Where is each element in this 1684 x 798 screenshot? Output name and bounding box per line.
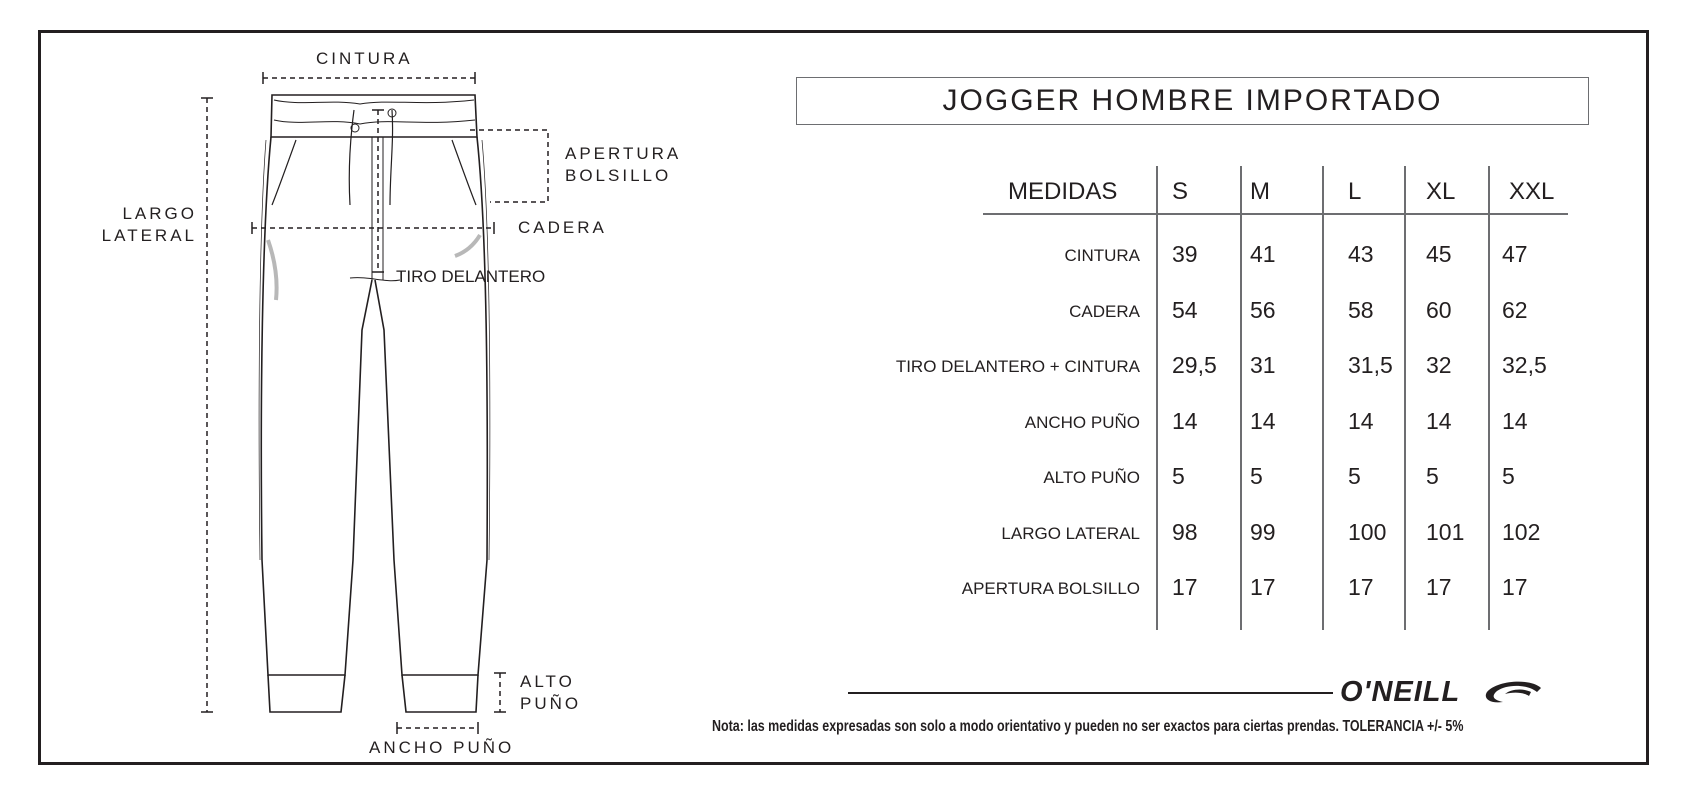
label-tiro-delantero: TIRO DELANTERO: [396, 267, 546, 286]
col-divider: [1156, 166, 1158, 630]
table-cell: 5: [1426, 463, 1439, 489]
table-cell: 17: [1426, 574, 1452, 600]
size-header: XL: [1426, 178, 1456, 205]
row-label: CADERA: [1069, 301, 1140, 321]
label-bolsillo: BOLSILLO: [565, 166, 672, 185]
table-cell: 32,5: [1502, 352, 1547, 378]
label-lateral: LATERAL: [101, 226, 197, 245]
right-cuff: [402, 675, 478, 712]
wave-icon: [1483, 680, 1543, 706]
size-header: L: [1348, 178, 1362, 205]
table-cell: 47: [1502, 241, 1528, 267]
table-cell: 100: [1348, 518, 1387, 545]
table-cell: 17: [1172, 574, 1198, 600]
table-cell: 31: [1250, 352, 1276, 378]
table-cell: 14: [1172, 407, 1198, 434]
col-divider: [1322, 166, 1324, 630]
header-medidas: MEDIDAS: [1008, 178, 1118, 205]
brand-logo: [1340, 676, 1543, 708]
table-cell: 17: [1502, 574, 1528, 600]
table-cell: 31,5: [1348, 352, 1393, 378]
table-cell: 14: [1348, 407, 1374, 434]
table-cell: 17: [1348, 574, 1374, 600]
table-cell: 45: [1426, 241, 1452, 267]
table-cell: 5: [1172, 463, 1185, 489]
row-label: TIRO DELANTERO + CINTURA: [895, 357, 1140, 376]
label-alto: ALTO: [520, 672, 575, 691]
table-cell: 5: [1250, 463, 1263, 489]
label-ancho-puno: ANCHO PUÑO: [369, 738, 515, 757]
label-cintura: CINTURA: [316, 49, 413, 68]
label-puno: PUÑO: [520, 694, 582, 713]
right-leg-outline: [375, 137, 487, 675]
waistband: [271, 95, 477, 137]
table-cell: 60: [1426, 296, 1452, 323]
col-divider: [1488, 166, 1490, 630]
table-cell: 62: [1502, 296, 1528, 323]
table-cell: 41: [1250, 241, 1276, 267]
table-cell: 39: [1172, 241, 1198, 267]
table-cell: 58: [1348, 296, 1374, 323]
table-cell: 29,5: [1172, 352, 1217, 378]
header-divider: [983, 213, 1568, 215]
brand-divider: [848, 692, 1333, 694]
table-cell: 54: [1172, 296, 1198, 323]
table-cell: 14: [1426, 407, 1452, 434]
right-pocket: [452, 140, 476, 205]
jogger-diagram: [0, 0, 760, 798]
page-title: JOGGER HOMBRE IMPORTADO: [796, 77, 1589, 125]
left-pocket: [272, 140, 296, 205]
row-label: CINTURA: [1064, 246, 1140, 265]
brand-name: O'NEILL: [1340, 676, 1460, 708]
size-header: M: [1250, 178, 1270, 205]
table-cell: 14: [1250, 407, 1276, 434]
table-cell: 14: [1502, 407, 1528, 434]
table-cell: 102: [1502, 518, 1541, 545]
left-leg-outline: [261, 137, 372, 675]
row-label: APERTURA BOLSILLO: [961, 579, 1140, 598]
col-divider: [1404, 166, 1406, 630]
table-cell: 56: [1250, 296, 1276, 323]
table-cell: 43: [1348, 241, 1374, 267]
size-header: XXL: [1509, 178, 1555, 205]
tolerance-note: Nota: las medidas expresadas son solo a modo orientativo y pueden no ser exactos para ciertas prendas. TOLERANCIA +/- 5%: [712, 718, 1464, 735]
table-cell: 99: [1250, 518, 1276, 545]
col-divider: [1240, 166, 1242, 630]
size-header: S: [1172, 178, 1189, 205]
table-cell: 32: [1426, 352, 1452, 378]
table-cell: 17: [1250, 574, 1276, 600]
left-cuff: [268, 675, 345, 712]
table-cell: 5: [1502, 463, 1515, 489]
row-label: LARGO LATERAL: [1001, 523, 1140, 543]
row-label: ANCHO PUÑO: [1024, 412, 1140, 432]
label-apertura: APERTURA: [565, 144, 682, 163]
table-cell: 101: [1426, 518, 1465, 545]
label-cadera: CADERA: [518, 218, 607, 237]
row-label: ALTO PUÑO: [1043, 468, 1140, 487]
table-cell: 5: [1348, 463, 1361, 489]
label-largo: LARGO: [122, 204, 197, 223]
table-cell: 98: [1172, 518, 1198, 545]
